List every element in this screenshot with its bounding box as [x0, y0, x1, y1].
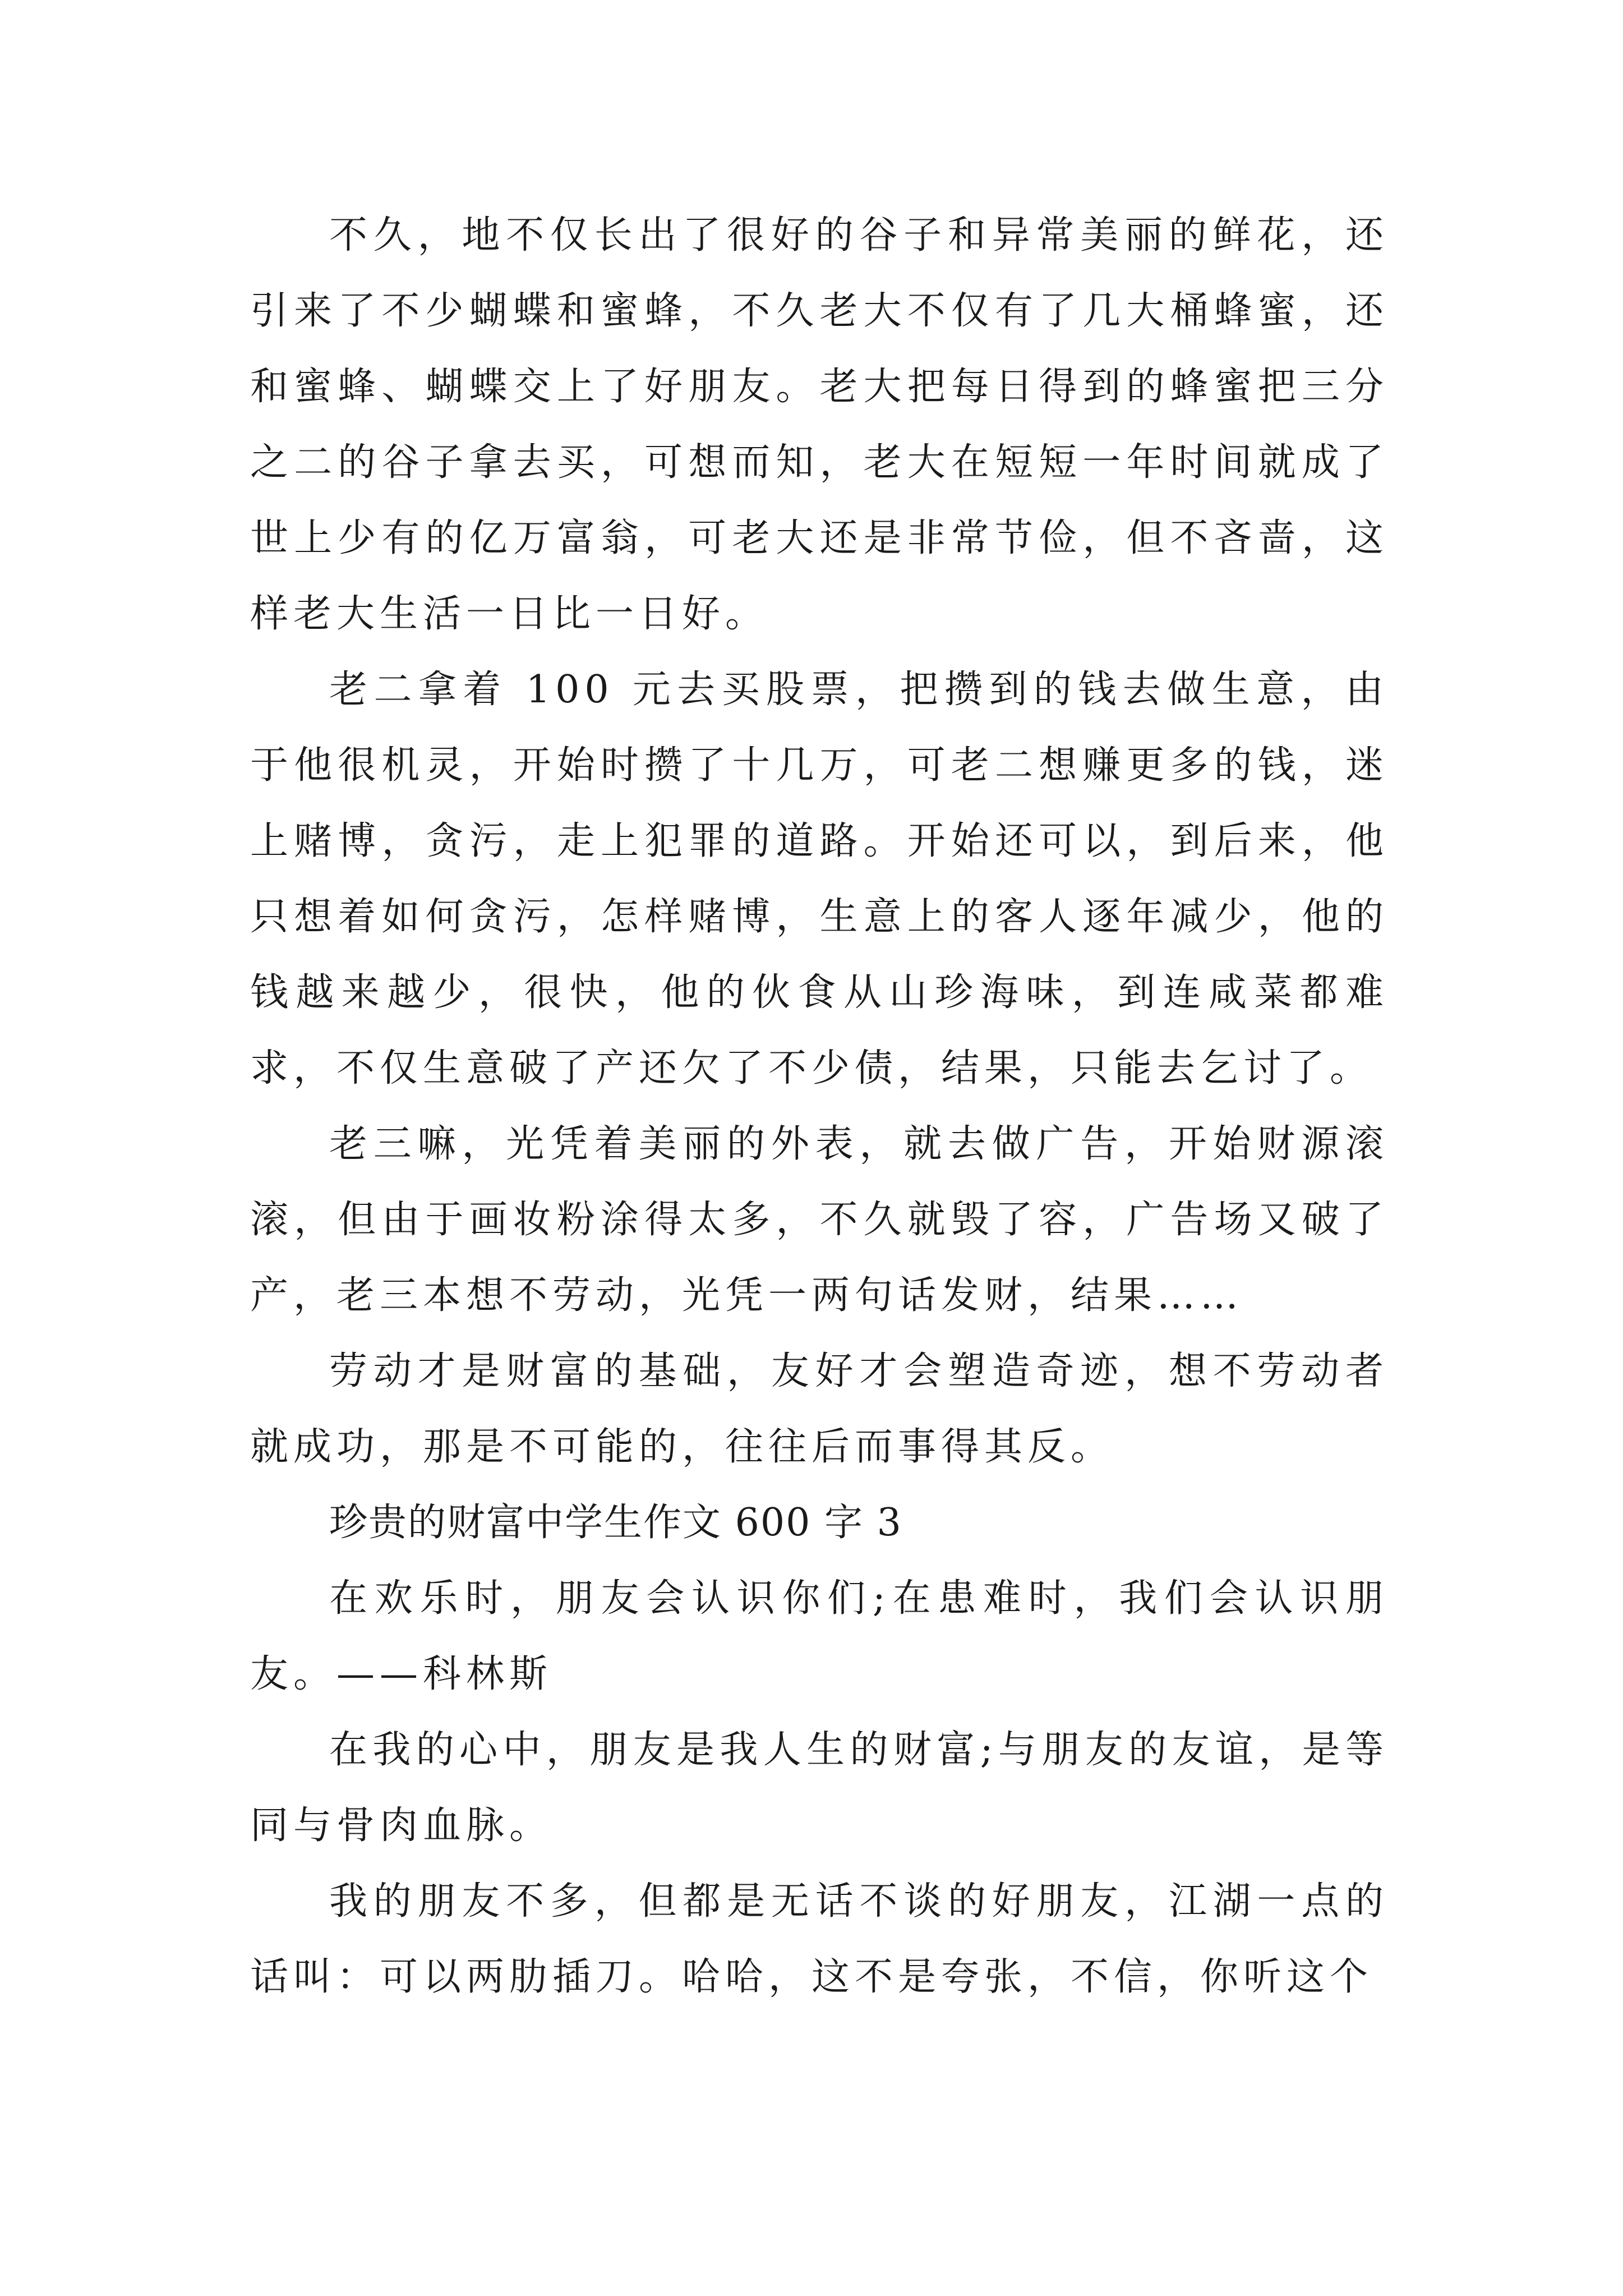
paragraph-third-brother: 老三嘛，光凭着美丽的外表，就去做广告，开始财源滚滚，但由于画妆粉涂得太多，不久就毁了容，广告场又破了产，老三本想不劳动，光凭一两句话发财，结果……: [250, 1122, 1389, 1318]
paragraph-friendship: 在我的心中，朋友是我人生的财富;与朋友的友谊，是等同与骨肉血脉。: [250, 1728, 1389, 1848]
paragraph-second-brother: 老二拿着 100 元去买股票，把攒到的钱去做生意，由于他很机灵，开始时攒了十几万，可老二想赚更多的钱，迷上赌博，贪污，走上犯罪的道路。开始还可以，到后来，他只想着如何贪污，怎样赌博，生意上的客人逐年减少，他的钱越来越少，很快，他的伙食从山珍海味，到连咸菜都难求，不仅生意破了产还欠了不少债，结果，只能去乞讨了。: [250, 668, 1389, 1091]
document-body: [250, 197, 1389, 2015]
paragraph-conclusion: 劳动才是财富的基础，友好才会塑造奇迹，想不劳动者就成功，那是不可能的，往往后而事得其反。: [250, 1349, 1389, 1469]
section-title: 珍贵的财富中学生作文 600 字 3: [329, 1501, 902, 1545]
paragraph-friends: 我的朋友不多，但都是无话不谈的好朋友，江湖一点的话叫：可以两肋插刀。哈哈，这不是夸张，不信，你听这个: [250, 1879, 1389, 1999]
paragraph-eldest-brother: 不久，地不仅长出了很好的谷子和异常美丽的鲜花，还引来了不少蝴蝶和蜜蜂，不久老大不仅有了几大桶蜂蜜，还和蜜蜂、蝴蝶交上了好朋友。老大把每日得到的蜂蜜把三分之二的谷子拿去买，可想而知，老大在短短一年时间就成了世上少有的亿万富翁，可老大还是非常节俭，但不吝啬，这样老大生活一日比一日好。: [250, 213, 1389, 636]
paragraph-quote: 在欢乐时，朋友会认识你们;在患难时，我们会认识朋友。——科林斯: [250, 1576, 1389, 1696]
